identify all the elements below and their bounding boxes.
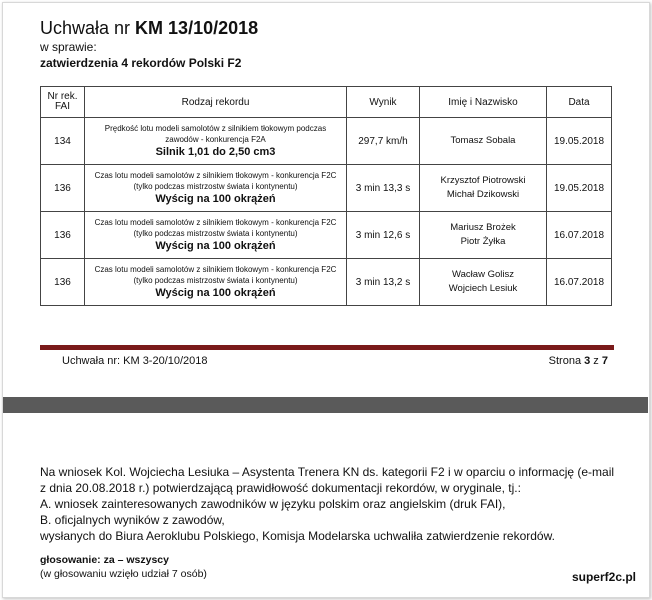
cell-nr: 136 bbox=[41, 259, 85, 306]
body-text-line: wysłanych do Biura Aeroklubu Polskiego, Komisja Modelarska uchwaliła zatwierdzenie rekordów. bbox=[40, 529, 555, 543]
person-name: Michał Dzikowski bbox=[446, 189, 520, 200]
table-row bbox=[41, 165, 612, 212]
cell-rodzaj bbox=[85, 165, 347, 212]
body-text-line: A. wniosek zainteresowanych zawodników w języku polskim oraz angielskim (druk FAI), bbox=[40, 497, 506, 511]
record-category: Silnik 1,01 do 2,50 cm3 bbox=[155, 145, 276, 158]
cell-data: 19.05.2018 bbox=[547, 165, 612, 212]
vote-result: głosowanie: za – wszyscy bbox=[40, 554, 169, 566]
record-description: Czas lotu modeli samolotów z silnikiem tłokowym - konkurencja F2C (tylko podczas mistrzostw świata i kontynentu) bbox=[94, 170, 337, 191]
footer-rule bbox=[40, 345, 614, 350]
person-name: Piotr Żyłka bbox=[460, 236, 506, 247]
record-category: Wyścig na 100 okrążeń bbox=[155, 239, 276, 252]
cell-data: 16.07.2018 bbox=[547, 212, 612, 259]
cell-osoba bbox=[420, 165, 547, 212]
record-description: Czas lotu modeli samolotów z silnikiem tłokowym - konkurencja F2C (tylko podczas mistrzostw świata i kontynentu) bbox=[94, 217, 337, 238]
cell-wynik: 297,7 km/h bbox=[347, 118, 420, 165]
person-name: Tomasz Sobala bbox=[450, 135, 516, 146]
record-category: Wyścig na 100 okrążeń bbox=[155, 192, 276, 205]
header-wynik: Wynik bbox=[347, 87, 420, 118]
body-text-line: z dnia 20.08.2018 r.) potwierdzającą prawidłowość dokumentacji rekordów, w oryginale, tj.: bbox=[40, 481, 521, 495]
table-row bbox=[41, 118, 612, 165]
page-current: 3 bbox=[584, 355, 591, 367]
records-table bbox=[40, 86, 612, 306]
cell-osoba bbox=[420, 259, 547, 306]
cell-nr: 136 bbox=[41, 165, 85, 212]
person-name: Wojciech Lesiuk bbox=[448, 283, 518, 294]
header-data: Data bbox=[547, 87, 612, 118]
cell-data: 16.07.2018 bbox=[547, 259, 612, 306]
resolution-subject: zatwierdzenia 4 rekordów Polski F2 bbox=[40, 56, 242, 70]
page-total: 7 bbox=[601, 355, 608, 367]
footer-resolution-ref: Uchwała nr: KM 3-20/10/2018 bbox=[62, 355, 208, 367]
page-section-2 bbox=[40, 464, 620, 544]
cell-nr: 134 bbox=[41, 118, 85, 165]
cell-wynik: 3 min 12,6 s bbox=[347, 212, 420, 259]
header-nr: Nr rek. FAI bbox=[41, 87, 85, 118]
cell-osoba bbox=[420, 212, 547, 259]
resolution-number: KM 13/10/2018 bbox=[135, 18, 259, 38]
cell-rodzaj bbox=[85, 259, 347, 306]
body-text-line: Na wniosek Kol. Wojciecha Lesiuka – Asystenta Trenera KN ds. kategorii F2 i w oparciu o informację (e-mail bbox=[40, 465, 615, 479]
body-text-line: B. oficjalnych wyników z zawodów, bbox=[40, 513, 225, 527]
table-row bbox=[41, 212, 612, 259]
table-header-row bbox=[41, 87, 612, 118]
record-description: Czas lotu modeli samolotów z silnikiem tłokowym - konkurencja F2C (tylko podczas mistrzostw świata i kontynentu) bbox=[94, 264, 337, 285]
header-osoba: Imię i Nazwisko bbox=[420, 87, 547, 118]
page-indicator: Strona 3 z 7 bbox=[548, 355, 608, 367]
site-watermark: superf2c.pl bbox=[571, 570, 636, 584]
cell-nr: 136 bbox=[41, 212, 85, 259]
resolution-title: Uchwała nr KM 13/10/2018 bbox=[40, 18, 259, 38]
resolution-subject-label: w sprawie: bbox=[40, 40, 97, 54]
vote-note: (w głosowaniu wzięło udział 7 osób) bbox=[40, 568, 207, 580]
person-name: Mariusz Brożek bbox=[450, 222, 516, 233]
cell-wynik: 3 min 13,2 s bbox=[347, 259, 420, 306]
person-name: Krzysztof Piotrowski bbox=[440, 175, 526, 186]
record-description: Prędkość lotu modeli samolotów z silnikiem tłokowym podczas zawodów - konkurencja F2A bbox=[104, 123, 327, 144]
header-rodzaj: Rodzaj rekordu bbox=[85, 87, 347, 118]
cell-osoba bbox=[420, 118, 547, 165]
record-category: Wyścig na 100 okrążeń bbox=[155, 286, 276, 299]
table-row bbox=[41, 259, 612, 306]
cell-rodzaj bbox=[85, 118, 347, 165]
cell-data: 19.05.2018 bbox=[547, 118, 612, 165]
cell-rodzaj bbox=[85, 212, 347, 259]
cell-wynik: 3 min 13,3 s bbox=[347, 165, 420, 212]
voting-summary bbox=[40, 553, 207, 581]
person-name: Wacław Golisz bbox=[452, 269, 514, 280]
page-divider bbox=[3, 397, 648, 413]
